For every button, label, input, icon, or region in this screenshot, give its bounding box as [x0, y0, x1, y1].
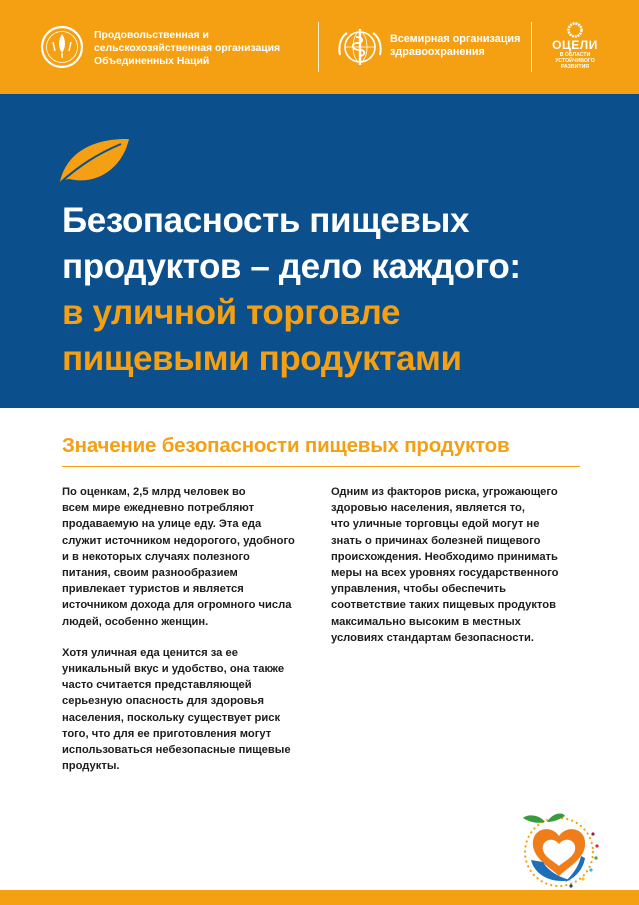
text-line: Одним из факторов риска, угрожающего [331, 486, 558, 498]
text-column-left [62, 484, 314, 789]
page-title [62, 198, 582, 382]
who-name [390, 33, 520, 59]
fao-name-line2: сельскохозяйственная организация [94, 43, 281, 54]
text-line: продаваемую на улице еду. Эта еда [62, 518, 262, 531]
who-name-line1: Всемирная организация [390, 33, 521, 45]
text-line: уникальный вкус и удобство, она также [62, 663, 285, 676]
text-line: Хотя уличная еда ценится за ее [62, 646, 238, 659]
text-line: условиях стандартам безопасности. [331, 631, 534, 644]
subtitle-line1: в уличной торговле [62, 293, 401, 332]
who-logo-icon [335, 25, 385, 69]
text-line: происхождения. Необходимо принимать [331, 550, 558, 563]
sdg-sub-line2: УСТОЙЧИВОГО [555, 58, 595, 65]
text-line: питания, своим разнообразием [62, 567, 238, 580]
sdg-wheel-icon [567, 22, 583, 38]
text-line: привлекает туристов и является [62, 583, 244, 596]
sdg-sub-line1: В ОБЛАСТИ [559, 52, 591, 58]
text-line: населения, поскольку существует риск [62, 711, 281, 724]
fao-name [94, 29, 316, 68]
text-line: продукты. [62, 760, 120, 773]
text-line: максимально высоким в местных [331, 615, 521, 628]
text-line: людей, особенно женщин. [62, 615, 209, 628]
text-line: того, что для ее приготовления могут [62, 727, 272, 740]
header-bar [0, 0, 639, 94]
title-line2: продуктов – дело каждого: [62, 247, 521, 286]
paragraph [62, 484, 314, 630]
subtitle-line2: пищевыми продуктами [62, 339, 462, 378]
text-line: часто считается представляющей [62, 679, 252, 692]
leaf-icon [57, 136, 131, 186]
text-line: серьезную опасность для здоровья [62, 695, 265, 708]
paragraph [62, 645, 314, 775]
fao-name-line1: Продовольственная и [94, 30, 209, 41]
sdg-title: ОЦЕЛИ [552, 38, 598, 52]
text-line: По оценкам, 2,5 млрд человек во [62, 486, 246, 498]
text-line: управления, чтобы обеспечить [331, 583, 507, 596]
text-line: использоваться небезопасные пищевые [62, 744, 291, 757]
section-title: Значение безопасности пищевых продуктов [62, 434, 510, 457]
text-line: меры на всех уровнях государственного [331, 567, 559, 580]
text-line: что уличные торговцы едой могут не [331, 518, 540, 531]
fao-logo-icon [40, 25, 84, 69]
food-safety-emblem-icon [513, 800, 601, 890]
title-line1: Безопасность пищевых [62, 201, 470, 240]
section-divider [62, 466, 580, 467]
text-line: здоровью населения, является то, [331, 502, 525, 515]
sdg-sub-line3: РАЗВИТИЯ [560, 64, 590, 71]
text-line: источником дохода для огромного числа [62, 599, 292, 612]
title-band [0, 94, 639, 408]
text-line: соответствие таких пищевых продуктов [331, 599, 556, 612]
paragraph [331, 484, 587, 646]
text-line: знать о причинах болезней пищевого [331, 534, 541, 547]
sdg-subtitle [544, 52, 606, 71]
footer-bar [0, 890, 639, 905]
text-line: служит источником недорогого, удобного [62, 534, 295, 547]
who-name-line2: здравоохранения [390, 46, 485, 58]
fao-name-line3: Объединенных Наций [94, 56, 210, 67]
text-column-right [331, 484, 587, 661]
header-divider [318, 22, 319, 72]
header-divider [531, 22, 532, 72]
text-line: всем мире ежедневно потребляют [62, 502, 255, 515]
text-line: и в некоторых случаях полезного [62, 550, 250, 563]
